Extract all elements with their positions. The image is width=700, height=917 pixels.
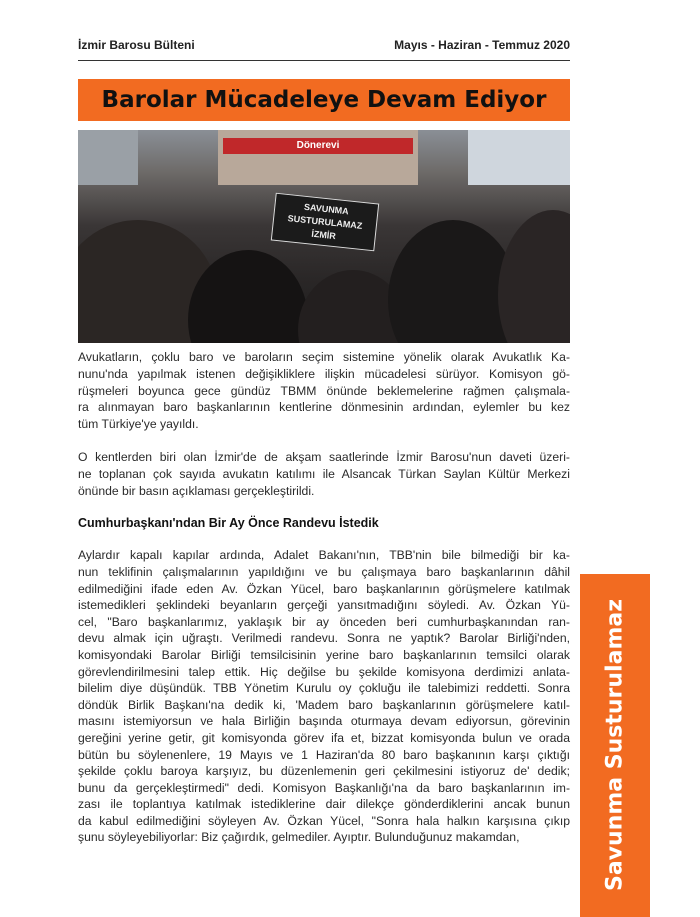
- publication-name: İzmir Barosu Bülteni: [78, 38, 195, 52]
- line-text: devu almak için uğraştı. Verilmedi randevu. Sonra ne yaptık? Barolar Birliği'nden,: [78, 631, 570, 646]
- shop-sign: Dönerevi: [223, 138, 413, 154]
- line-text: tüm Türkiye'ye yayıldı.: [78, 417, 199, 432]
- text-line: [78, 597, 570, 614]
- text-line: [78, 614, 570, 631]
- line-text: nunu'nda yapılmak istenen değişikliklere ilişkin mücadelesi sürüyor. Komisyon gö-: [78, 366, 570, 381]
- text-line: [78, 780, 570, 797]
- paragraph-quote: [78, 547, 570, 846]
- line-text: ra alınmayan baro başkanlarının kentlerine dönmesinin ardından, eylemler bu kez: [78, 400, 570, 415]
- protest-banner: [271, 193, 379, 252]
- text-line: [78, 581, 570, 598]
- paragraph-izmir: [78, 449, 570, 499]
- text-line: [78, 466, 570, 483]
- line-text: şekilde çoklu baroya karşıyız, bu düzenlemenin geri çekilmesini istiyoruz de' dedik;: [78, 764, 570, 779]
- text-line: [78, 383, 570, 400]
- text-line: [78, 630, 570, 647]
- text-line: [78, 547, 570, 564]
- header-rule: [78, 60, 570, 61]
- paragraph-intro: [78, 349, 570, 433]
- line-text: ne toplanan çok sayıda avukatın katılımı ile Alsancak Türkan Saylan Kültür Merkezi: [78, 466, 570, 481]
- line-text: bunu da gerçekleştirmedi" dedi. Komisyon Başkanlığı'na da baro başkanlarının im-: [78, 780, 570, 795]
- text-line: [78, 366, 570, 383]
- subheading: Cumhurbaşkanı'ndan Bir Ay Önce Randevu İstedik: [78, 516, 379, 531]
- line-text: döndük Birlik Başkanı'na dedik ki, 'Madem baro başkanlarının görüşmelere katıl-: [78, 697, 570, 712]
- line-text: görevlendirilmesini talep ettik. Hiç değilse bu şekilde komisyona derdimizi anlata-: [78, 664, 570, 679]
- line-text: şunu söyleyebiliyorlar: Biz çağırdık, gelmediler. Ayıptır. Bulunduğunuz makamdan,: [78, 830, 520, 845]
- text-line: [78, 763, 570, 780]
- line-text: bilelim diye düşündük. TBB Yönetim Kurulu oy çokluğu ile talebimizi reddetti. Sonra: [78, 681, 570, 696]
- article-column: [78, 37, 570, 846]
- text-line: [78, 713, 570, 730]
- line-text: rüşmeleri boyunca gece gündüz TBMM önünde beklemelerine rağmen çalışmala-: [78, 383, 570, 398]
- text-line: [78, 416, 570, 433]
- text-line: [78, 564, 570, 581]
- running-header: [78, 37, 570, 55]
- text-line: [78, 483, 570, 500]
- line-text: edilmediğini ifade eden Av. Özkan Yücel, baro başkanlarının görüşmelere katılmak: [78, 581, 570, 596]
- line-text: komisyondaki Barolar Birliği temsilcisinin yerine baro başkanlarının temsilci olarak: [78, 647, 570, 662]
- banner-line: İZMİR: [310, 228, 337, 242]
- side-tab: [580, 574, 650, 917]
- line-text: istemedikleri şeklindeki beyanların gerçeği yansıtmadığını söyledi. Av. Özkan Yü-: [78, 598, 570, 613]
- line-text: masını istemiyorsun ve hala Birliğin başında oturmaya devam ediyorsun, görevinin: [78, 714, 570, 729]
- text-line: [78, 730, 570, 747]
- line-text: zası ile toplantıya katılmak istediklerine dair dilekçe gönderdiklerini ancak bunun: [78, 797, 570, 812]
- banner-line: SUSTURULAMAZ: [287, 213, 363, 231]
- line-text: bütün bu söylenenlere, 19 Mayıs ve 1 Haziran'da 80 baro başkanının karşı çıktığı: [78, 747, 570, 762]
- text-line: [78, 349, 570, 366]
- line-text: da kabul edilmediğini söyleyen Av. Özkan Yücel, "Sonra hala halkın karşısına çıkıp: [78, 813, 570, 828]
- text-line: [78, 747, 570, 764]
- line-text: Avukatların, çoklu baro ve baroların seçim sistemine yönelik olarak Avukatlık Ka-: [78, 350, 570, 364]
- text-line: [78, 829, 570, 846]
- banner-line: SAVUNMA: [303, 201, 350, 217]
- text-line: [78, 813, 570, 830]
- line-text: cel, "Baro başkanlarımız, yaklaşık bir ay önceden beri cumhurbaşkanından ran-: [78, 614, 570, 629]
- article-title: Barolar Mücadeleye Devam Ediyor: [78, 79, 570, 121]
- line-text: gereğini yerine getir, git komisyonda görev ifa et, bizzat komisyonda bulun ve orada: [78, 730, 570, 745]
- line-text: nun teklifinin çalışmalarının yapıldığını ve bu çalışmaya baro başkanlarının dâhil: [78, 564, 570, 579]
- text-line: [78, 697, 570, 714]
- text-line: [78, 647, 570, 664]
- line-text: önünde bir basın açıklaması gerçekleştirildi.: [78, 483, 315, 498]
- line-text: O kentlerden biri olan İzmir'de de akşam saatlerinde İzmir Barosu'nun daveti üzeri-: [78, 449, 570, 464]
- text-line: [78, 399, 570, 416]
- text-line: [78, 796, 570, 813]
- text-line: [78, 664, 570, 681]
- text-line: [78, 680, 570, 697]
- issue-date: Mayıs - Haziran - Temmuz 2020: [394, 38, 570, 52]
- side-tab-label: Savunma Susturulamaz: [602, 598, 628, 892]
- text-line: [78, 449, 570, 466]
- protest-photo: [78, 130, 570, 343]
- line-text: Aylardır kapalı kapılar ardında, Adalet Bakanı'nın, TBB'nin bile bilmediği bir ka-: [78, 548, 570, 563]
